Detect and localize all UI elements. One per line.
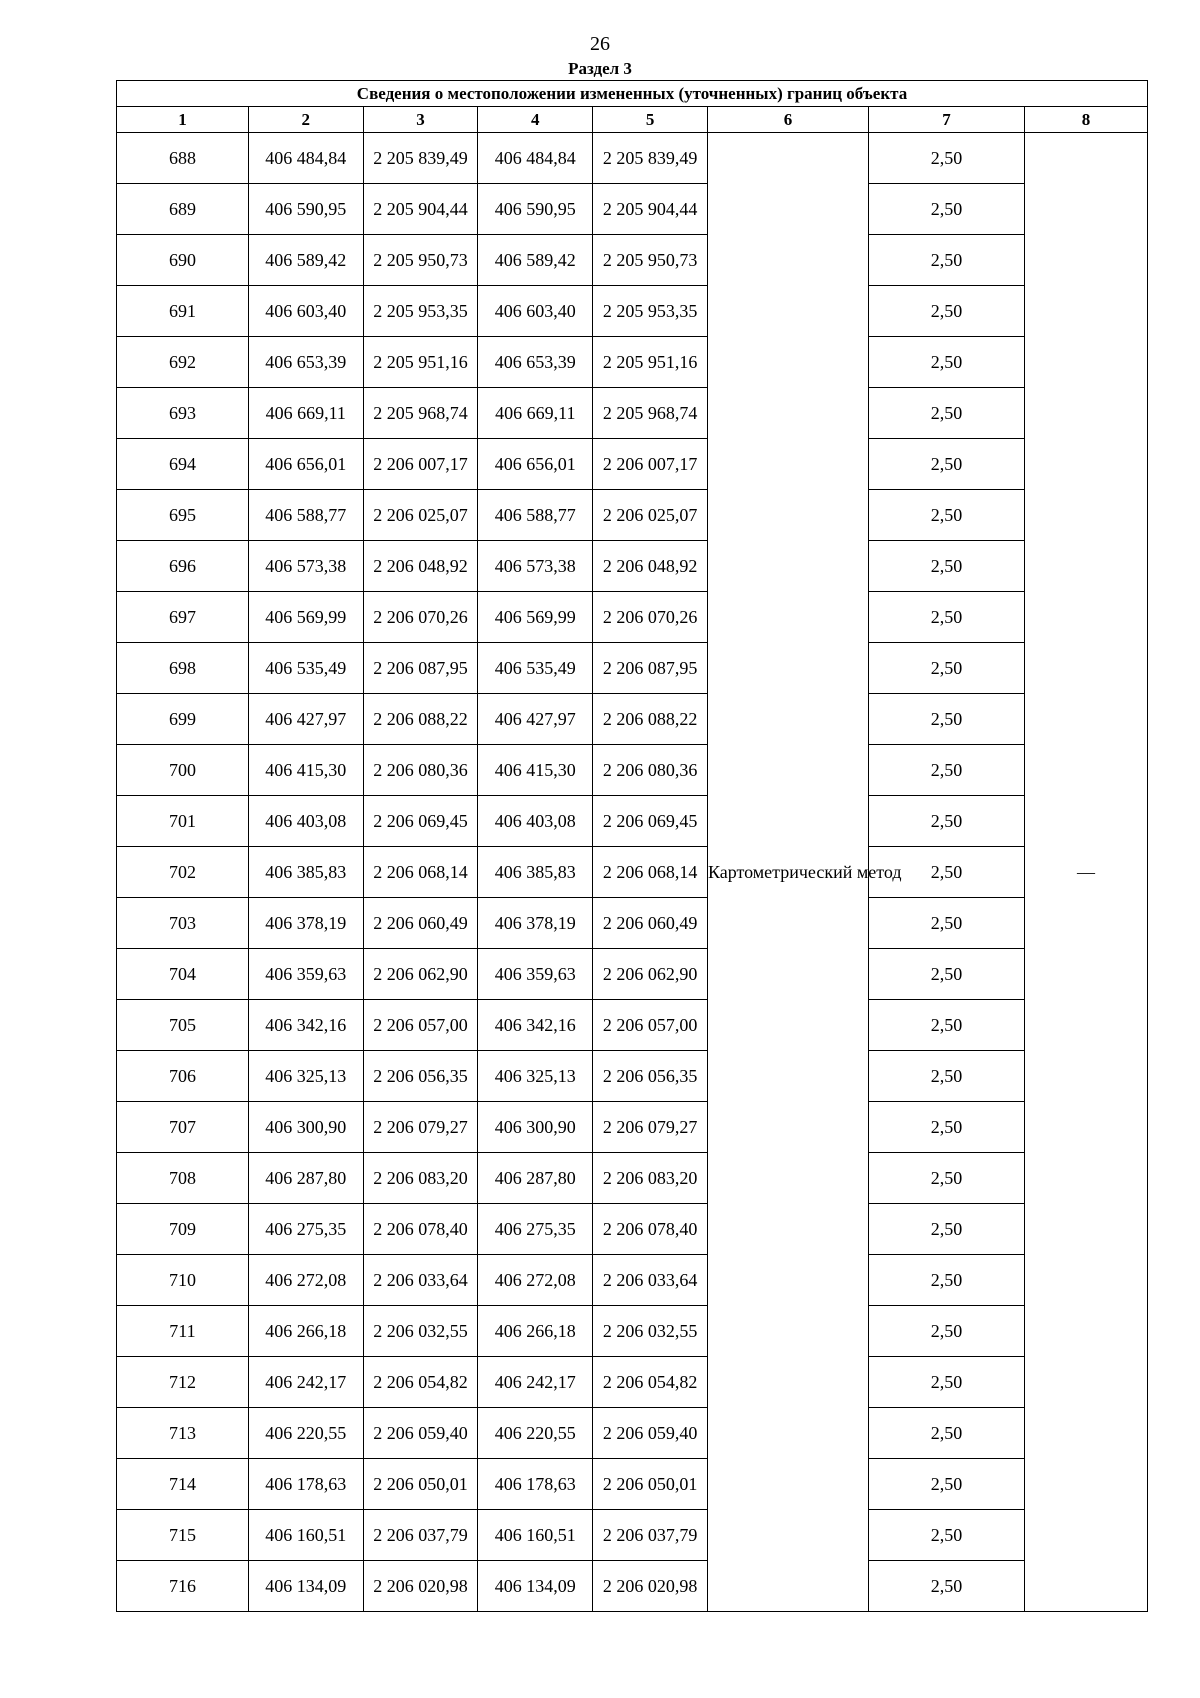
point-number-cell: 716 (117, 1561, 249, 1612)
column-8-cell: — (1025, 133, 1148, 1612)
y-old-cell: 2 206 078,40 (363, 1204, 478, 1255)
x-new-cell: 406 484,84 (478, 133, 593, 184)
column-number: 1 (117, 107, 249, 133)
y-old-cell: 2 206 056,35 (363, 1051, 478, 1102)
y-new-cell: 2 206 080,36 (593, 745, 708, 796)
x-new-cell: 406 342,16 (478, 1000, 593, 1051)
x-old-cell: 406 134,09 (248, 1561, 363, 1612)
table-row (117, 1459, 1148, 1510)
y-new-cell: 2 206 079,27 (593, 1102, 708, 1153)
x-new-cell: 406 287,80 (478, 1153, 593, 1204)
x-new-cell: 406 220,55 (478, 1408, 593, 1459)
point-number-cell: 703 (117, 898, 249, 949)
table-row (117, 541, 1148, 592)
x-new-cell: 406 275,35 (478, 1204, 593, 1255)
x-old-cell: 406 669,11 (248, 388, 363, 439)
y-old-cell: 2 206 069,45 (363, 796, 478, 847)
point-number-cell: 706 (117, 1051, 249, 1102)
x-new-cell: 406 359,63 (478, 949, 593, 1000)
accuracy-cell: 2,50 (869, 1561, 1025, 1612)
point-number-cell: 707 (117, 1102, 249, 1153)
column-number: 8 (1025, 107, 1148, 133)
table-row (117, 1153, 1148, 1204)
x-new-cell: 406 588,77 (478, 490, 593, 541)
y-new-cell: 2 206 069,45 (593, 796, 708, 847)
table-row (117, 1561, 1148, 1612)
x-new-cell: 406 573,38 (478, 541, 593, 592)
x-old-cell: 406 220,55 (248, 1408, 363, 1459)
y-new-cell: 2 206 050,01 (593, 1459, 708, 1510)
x-old-cell: 406 272,08 (248, 1255, 363, 1306)
table-row (117, 133, 1148, 184)
x-old-cell: 406 603,40 (248, 286, 363, 337)
section-title: Раздел 3 (568, 59, 632, 78)
y-old-cell: 2 206 020,98 (363, 1561, 478, 1612)
table-row (117, 1408, 1148, 1459)
x-old-cell: 406 535,49 (248, 643, 363, 694)
x-old-cell: 406 656,01 (248, 439, 363, 490)
y-new-cell: 2 206 037,79 (593, 1510, 708, 1561)
x-old-cell: 406 359,63 (248, 949, 363, 1000)
accuracy-cell: 2,50 (869, 1051, 1025, 1102)
point-number-cell: 688 (117, 133, 249, 184)
point-number-cell: 693 (117, 388, 249, 439)
table-row (117, 286, 1148, 337)
x-new-cell: 406 589,42 (478, 235, 593, 286)
point-number-cell: 705 (117, 1000, 249, 1051)
x-new-cell: 406 300,90 (478, 1102, 593, 1153)
accuracy-cell: 2,50 (869, 1255, 1025, 1306)
y-new-cell: 2 206 070,26 (593, 592, 708, 643)
x-new-cell: 406 378,19 (478, 898, 593, 949)
method-cell: Картометрический метод (707, 133, 868, 1612)
y-old-cell: 2 205 839,49 (363, 133, 478, 184)
y-old-cell: 2 206 060,49 (363, 898, 478, 949)
point-number-cell: 702 (117, 847, 249, 898)
accuracy-cell: 2,50 (869, 592, 1025, 643)
accuracy-cell: 2,50 (869, 1408, 1025, 1459)
x-new-cell: 406 178,63 (478, 1459, 593, 1510)
x-new-cell: 406 134,09 (478, 1561, 593, 1612)
y-old-cell: 2 206 070,26 (363, 592, 478, 643)
x-new-cell: 406 242,17 (478, 1357, 593, 1408)
table-row (117, 1051, 1148, 1102)
point-number-cell: 695 (117, 490, 249, 541)
y-old-cell: 2 205 953,35 (363, 286, 478, 337)
x-new-cell: 406 569,99 (478, 592, 593, 643)
accuracy-cell: 2,50 (869, 898, 1025, 949)
accuracy-cell: 2,50 (869, 439, 1025, 490)
y-old-cell: 2 205 904,44 (363, 184, 478, 235)
x-old-cell: 406 569,99 (248, 592, 363, 643)
y-new-cell: 2 206 059,40 (593, 1408, 708, 1459)
y-old-cell: 2 206 007,17 (363, 439, 478, 490)
point-number-cell: 701 (117, 796, 249, 847)
y-old-cell: 2 206 054,82 (363, 1357, 478, 1408)
x-old-cell: 406 415,30 (248, 745, 363, 796)
x-old-cell: 406 275,35 (248, 1204, 363, 1255)
accuracy-cell: 2,50 (869, 388, 1025, 439)
accuracy-cell: 2,50 (869, 1102, 1025, 1153)
table-row (117, 1357, 1148, 1408)
table-caption: Сведения о местоположении измененных (уточненных) границ объекта (117, 81, 1148, 107)
table-row (117, 898, 1148, 949)
y-old-cell: 2 206 037,79 (363, 1510, 478, 1561)
column-number: 7 (869, 107, 1025, 133)
accuracy-cell: 2,50 (869, 643, 1025, 694)
y-old-cell: 2 206 080,36 (363, 745, 478, 796)
y-old-cell: 2 205 950,73 (363, 235, 478, 286)
x-old-cell: 406 287,80 (248, 1153, 363, 1204)
point-number-cell: 689 (117, 184, 249, 235)
x-new-cell: 406 669,11 (478, 388, 593, 439)
x-old-cell: 406 427,97 (248, 694, 363, 745)
accuracy-cell: 2,50 (869, 1306, 1025, 1357)
accuracy-cell: 2,50 (869, 847, 1025, 898)
table-row (117, 1000, 1148, 1051)
x-old-cell: 406 378,19 (248, 898, 363, 949)
point-number-cell: 697 (117, 592, 249, 643)
y-new-cell: 2 205 953,35 (593, 286, 708, 337)
y-old-cell: 2 206 083,20 (363, 1153, 478, 1204)
table-row (117, 796, 1148, 847)
table-row (117, 490, 1148, 541)
point-number-cell: 690 (117, 235, 249, 286)
table-row (117, 184, 1148, 235)
y-old-cell: 2 205 951,16 (363, 337, 478, 388)
y-old-cell: 2 206 025,07 (363, 490, 478, 541)
point-number-cell: 709 (117, 1204, 249, 1255)
x-old-cell: 406 385,83 (248, 847, 363, 898)
y-new-cell: 2 206 057,00 (593, 1000, 708, 1051)
point-number-cell: 699 (117, 694, 249, 745)
column-number: 5 (593, 107, 708, 133)
x-old-cell: 406 403,08 (248, 796, 363, 847)
table-row (117, 439, 1148, 490)
x-old-cell: 406 653,39 (248, 337, 363, 388)
table-row (117, 1306, 1148, 1357)
table-row (117, 592, 1148, 643)
y-old-cell: 2 206 032,55 (363, 1306, 478, 1357)
x-new-cell: 406 272,08 (478, 1255, 593, 1306)
accuracy-cell: 2,50 (869, 745, 1025, 796)
accuracy-cell: 2,50 (869, 286, 1025, 337)
column-number: 6 (707, 107, 868, 133)
point-number-cell: 691 (117, 286, 249, 337)
y-new-cell: 2 206 088,22 (593, 694, 708, 745)
y-new-cell: 2 206 025,07 (593, 490, 708, 541)
y-old-cell: 2 206 087,95 (363, 643, 478, 694)
y-old-cell: 2 205 968,74 (363, 388, 478, 439)
x-old-cell: 406 242,17 (248, 1357, 363, 1408)
y-new-cell: 2 206 048,92 (593, 541, 708, 592)
x-old-cell: 406 484,84 (248, 133, 363, 184)
y-new-cell: 2 205 951,16 (593, 337, 708, 388)
y-new-cell: 2 206 060,49 (593, 898, 708, 949)
y-old-cell: 2 206 050,01 (363, 1459, 478, 1510)
y-new-cell: 2 206 083,20 (593, 1153, 708, 1204)
table-row (117, 643, 1148, 694)
table-row (117, 337, 1148, 388)
page-number: 26 (590, 33, 610, 55)
accuracy-cell: 2,50 (869, 541, 1025, 592)
x-new-cell: 406 415,30 (478, 745, 593, 796)
accuracy-cell: 2,50 (869, 949, 1025, 1000)
x-new-cell: 406 603,40 (478, 286, 593, 337)
accuracy-cell: 2,50 (869, 1204, 1025, 1255)
accuracy-cell: 2,50 (869, 133, 1025, 184)
point-number-cell: 692 (117, 337, 249, 388)
x-old-cell: 406 266,18 (248, 1306, 363, 1357)
x-old-cell: 406 178,63 (248, 1459, 363, 1510)
column-number: 2 (248, 107, 363, 133)
point-number-cell: 694 (117, 439, 249, 490)
column-number-row (117, 107, 1148, 133)
accuracy-cell: 2,50 (869, 1357, 1025, 1408)
table-row (117, 1510, 1148, 1561)
accuracy-cell: 2,50 (869, 796, 1025, 847)
point-number-cell: 713 (117, 1408, 249, 1459)
y-old-cell: 2 206 079,27 (363, 1102, 478, 1153)
y-new-cell: 2 206 062,90 (593, 949, 708, 1000)
accuracy-cell: 2,50 (869, 1153, 1025, 1204)
y-new-cell: 2 206 078,40 (593, 1204, 708, 1255)
table-row (117, 694, 1148, 745)
point-number-cell: 696 (117, 541, 249, 592)
y-new-cell: 2 206 033,64 (593, 1255, 708, 1306)
accuracy-cell: 2,50 (869, 1459, 1025, 1510)
y-new-cell: 2 206 068,14 (593, 847, 708, 898)
y-new-cell: 2 206 056,35 (593, 1051, 708, 1102)
y-new-cell: 2 205 950,73 (593, 235, 708, 286)
y-new-cell: 2 205 968,74 (593, 388, 708, 439)
table-row (117, 949, 1148, 1000)
y-old-cell: 2 206 059,40 (363, 1408, 478, 1459)
x-old-cell: 406 160,51 (248, 1510, 363, 1561)
table-row (117, 847, 1148, 898)
y-old-cell: 2 206 068,14 (363, 847, 478, 898)
x-new-cell: 406 590,95 (478, 184, 593, 235)
table-body (117, 133, 1148, 1612)
x-new-cell: 406 403,08 (478, 796, 593, 847)
y-old-cell: 2 206 088,22 (363, 694, 478, 745)
y-old-cell: 2 206 033,64 (363, 1255, 478, 1306)
point-number-cell: 708 (117, 1153, 249, 1204)
x-new-cell: 406 385,83 (478, 847, 593, 898)
point-number-cell: 711 (117, 1306, 249, 1357)
x-new-cell: 406 535,49 (478, 643, 593, 694)
y-new-cell: 2 205 839,49 (593, 133, 708, 184)
accuracy-cell: 2,50 (869, 1510, 1025, 1561)
x-new-cell: 406 653,39 (478, 337, 593, 388)
point-number-cell: 698 (117, 643, 249, 694)
x-old-cell: 406 342,16 (248, 1000, 363, 1051)
y-new-cell: 2 206 007,17 (593, 439, 708, 490)
table-row (117, 1255, 1148, 1306)
x-old-cell: 406 589,42 (248, 235, 363, 286)
table-row (117, 1204, 1148, 1255)
column-number: 3 (363, 107, 478, 133)
accuracy-cell: 2,50 (869, 490, 1025, 541)
y-old-cell: 2 206 048,92 (363, 541, 478, 592)
y-new-cell: 2 205 904,44 (593, 184, 708, 235)
accuracy-cell: 2,50 (869, 184, 1025, 235)
x-old-cell: 406 590,95 (248, 184, 363, 235)
point-number-cell: 712 (117, 1357, 249, 1408)
x-old-cell: 406 573,38 (248, 541, 363, 592)
x-new-cell: 406 325,13 (478, 1051, 593, 1102)
y-old-cell: 2 206 062,90 (363, 949, 478, 1000)
column-number: 4 (478, 107, 593, 133)
table-row (117, 388, 1148, 439)
accuracy-cell: 2,50 (869, 235, 1025, 286)
coordinates-table (116, 80, 1148, 1612)
table-row (117, 1102, 1148, 1153)
point-number-cell: 710 (117, 1255, 249, 1306)
y-new-cell: 2 206 032,55 (593, 1306, 708, 1357)
table-row (117, 745, 1148, 796)
x-new-cell: 406 656,01 (478, 439, 593, 490)
y-new-cell: 2 206 020,98 (593, 1561, 708, 1612)
x-new-cell: 406 427,97 (478, 694, 593, 745)
point-number-cell: 704 (117, 949, 249, 1000)
x-old-cell: 406 300,90 (248, 1102, 363, 1153)
x-new-cell: 406 160,51 (478, 1510, 593, 1561)
point-number-cell: 715 (117, 1510, 249, 1561)
point-number-cell: 714 (117, 1459, 249, 1510)
table-row (117, 235, 1148, 286)
y-new-cell: 2 206 054,82 (593, 1357, 708, 1408)
y-old-cell: 2 206 057,00 (363, 1000, 478, 1051)
point-number-cell: 700 (117, 745, 249, 796)
accuracy-cell: 2,50 (869, 337, 1025, 388)
y-new-cell: 2 206 087,95 (593, 643, 708, 694)
x-new-cell: 406 266,18 (478, 1306, 593, 1357)
x-old-cell: 406 325,13 (248, 1051, 363, 1102)
x-old-cell: 406 588,77 (248, 490, 363, 541)
accuracy-cell: 2,50 (869, 694, 1025, 745)
accuracy-cell: 2,50 (869, 1000, 1025, 1051)
